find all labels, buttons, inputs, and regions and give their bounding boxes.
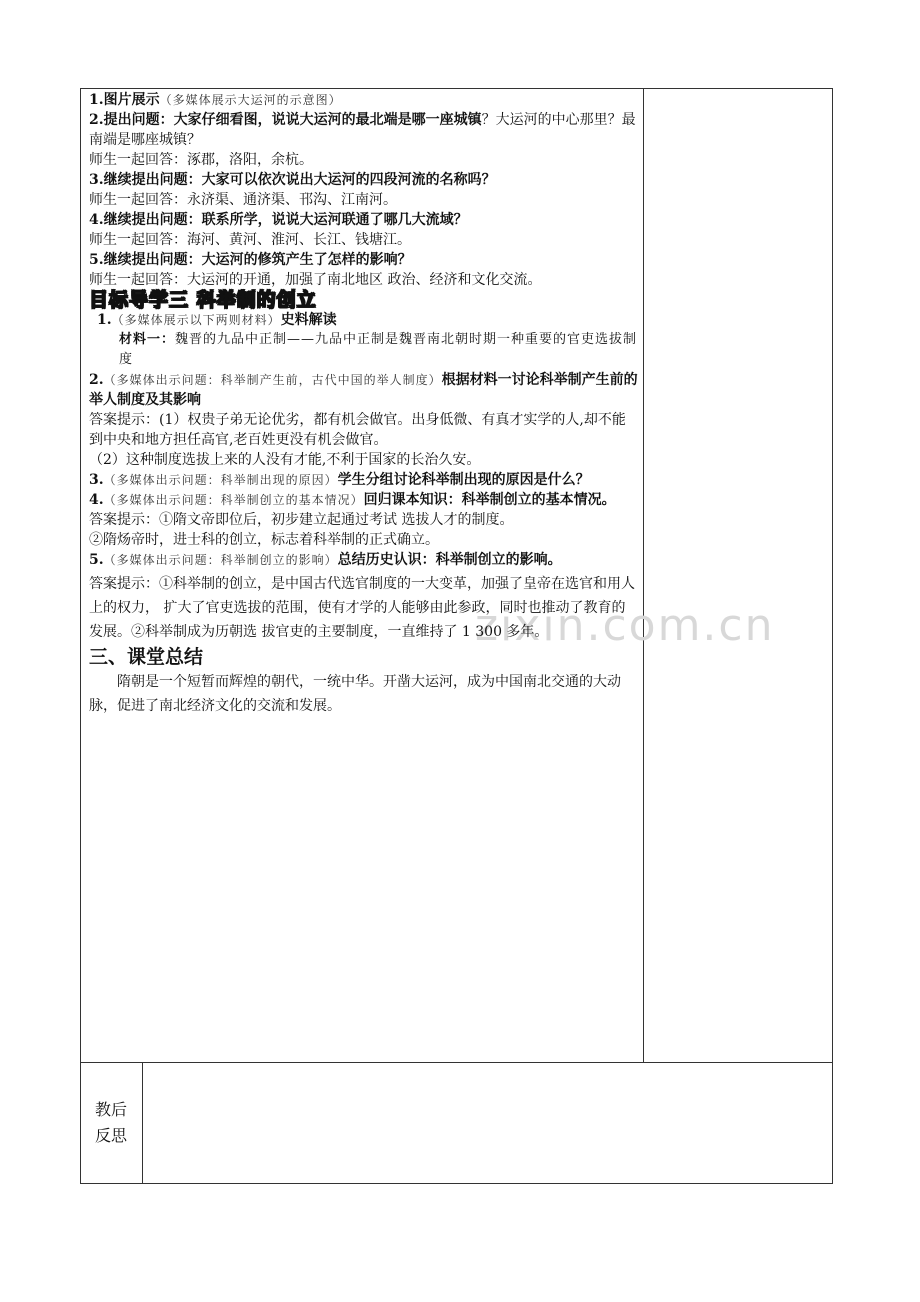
reflection-label: 教后 反思	[94, 1100, 127, 1145]
item-4: 4.（多媒体出示问题：科举制创立的基本情况）回归课本知识：科举制创立的基本情况。	[89, 492, 616, 508]
answer-hint-1: 答案提示：(1）权贵子弟无论优劣，都有机会做官。出身低微、有真才实学的人,却不能到中央和地方担任高官,老百姓更没有机会做官。	[89, 412, 626, 448]
item-5: 5.（多媒体出示问题：科举制创立的影响）总结历史认识：科举制创立的影响。	[89, 552, 562, 568]
line-answer-4: 师生一起回答：大运河的开通，加强了南北地区 政治、经济和文化交流。	[89, 272, 542, 288]
line-question-2: 3.继续提出问题：大家可以依次说出大运河的四段河流的名称吗？	[89, 172, 496, 188]
lesson-content	[89, 90, 639, 718]
line-answer-3: 师生一起回答：海河、黄河、淮河、长江、钱塘江。	[89, 232, 411, 248]
reflection-row-divider	[80, 1062, 833, 1063]
summary-text: 隋朝是一个短暂而辉煌的朝代，一统中华。开凿大运河，成为中国南北交通的大动脉，促进了南北经济文化的交流和发展。	[89, 674, 621, 714]
item-1: 1.（多媒体展示以下两则材料）史料解读	[97, 312, 337, 328]
line-question-4: 5.继续提出问题：大运河的修筑产生了怎样的影响？	[89, 252, 412, 268]
answer-hint-2: （2）这种制度选拔上来的人没有才能,不利于国家的长治久安。	[89, 452, 481, 468]
line-answer-1: 师生一起回答：涿郡，洛阳，余杭。	[89, 152, 313, 168]
material-one: 材料一：魏晋的九品中正制——九品中正制是魏晋南北朝时期一种重要的官吏选拔制度	[119, 332, 638, 367]
summary-heading: 三、课堂总结	[89, 646, 204, 668]
answer-hint-3: 答案提示：①隋文帝即位后，初步建立起通过考试 选拔人才的制度。	[89, 512, 514, 528]
section-banner: 目标导学三 科举制的创立	[89, 289, 317, 311]
item-2: 2.（多媒体出示问题：科举制产生前，古代中国的举人制度）根据材料一讨论科举制产生前的举人制度及其影响	[89, 372, 638, 408]
answer-hint-5: 答案提示：①科举制的创立，是中国古代选官制度的一大变革，加强了皇帝在选官和用人上的权力， 扩大了官吏选拔的范围，使有才学的人能够由此参政，同时也推动了教育的发展。②科举制成为历朝选 拔官吏的主要制度，一直维持了 1 300 多年。	[89, 576, 635, 640]
line-question-3: 4.继续提出问题：联系所学，说说大运河联通了哪几大流域？	[89, 212, 468, 228]
reflection-label-divider	[142, 1062, 143, 1184]
line-answer-2: 师生一起回答：永济渠、通济渠、邗沟、江南河。	[89, 192, 397, 208]
line-picture-show: 1.图片展示（多媒体展示大运河的示意图）	[89, 92, 342, 108]
line-question-1: 2.提出问题：大家仔细看图，说说大运河的最北端是哪一座城镇？大运河的中心那里？最南端是哪座城镇？	[89, 112, 636, 148]
watermark: zixin.com.cn	[475, 600, 775, 651]
answer-hint-4: ②隋炀帝时，进士科的创立，标志着科举制的正式确立。	[89, 532, 439, 548]
item-3: 3.（多媒体出示问题：科举制出现的原因）学生分组讨论科举制出现的原因是什么？	[89, 472, 590, 488]
notes-column-divider	[643, 88, 644, 1063]
